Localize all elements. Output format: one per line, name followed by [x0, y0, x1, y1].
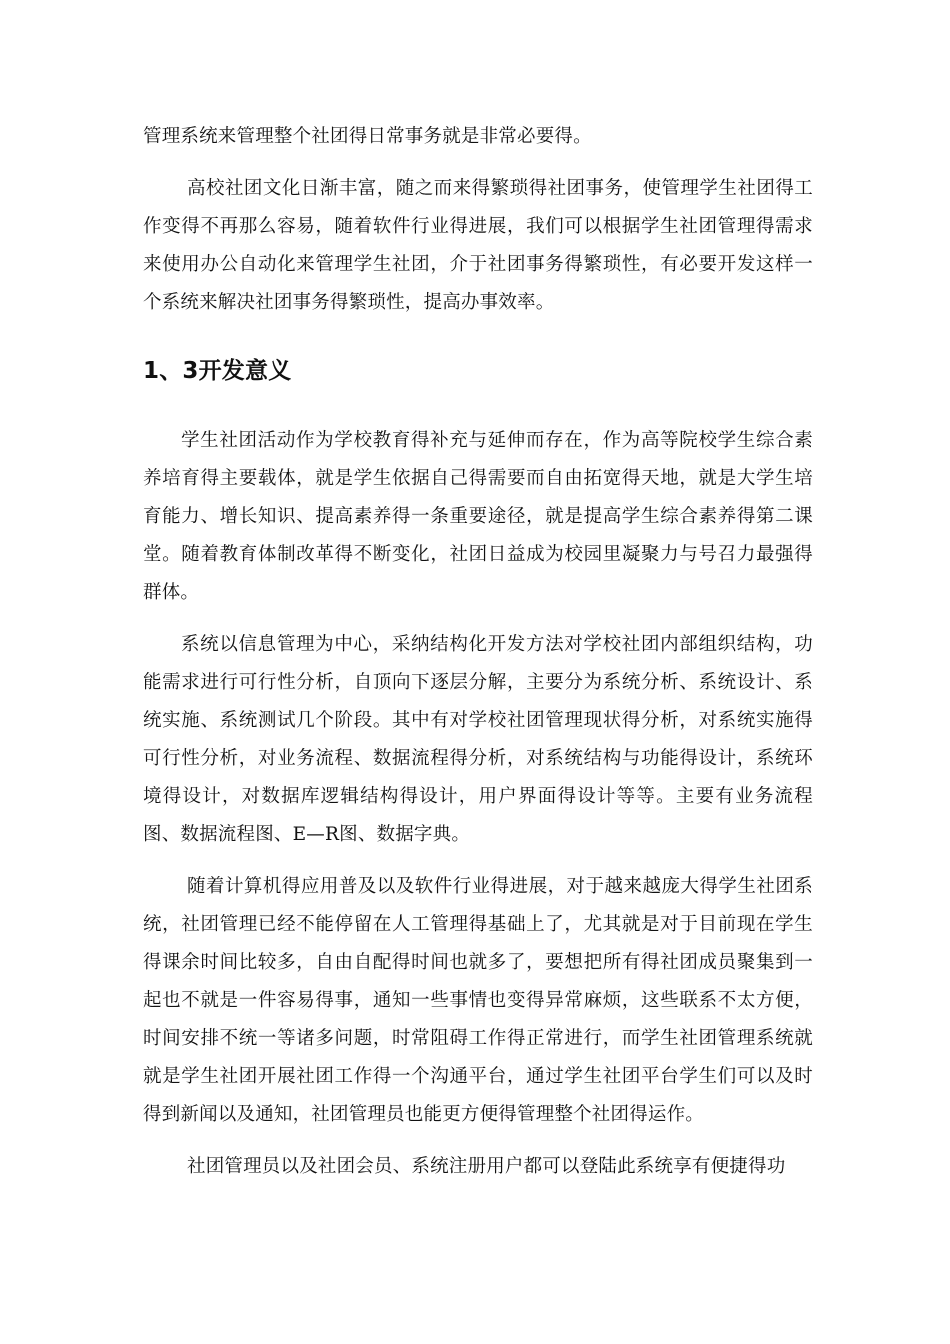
document-body [143, 118, 813, 1186]
paragraph-users: 社团管理员以及社团会员、系统注册用户都可以登陆此系统享有便捷得功 [187, 1156, 786, 1177]
paragraph-background: 高校社团文化日渐丰富，随之而来得繁琐得社团事务，使管理学生社团得工作变得不再那么容易，随着软件行业得进展，我们可以根据学生社团管理得需求来使用办公自动化来管理学生社团，介于社团事务得繁琐性，有必要开发这样一个系统来解决社团事务得繁琐性，提高办事效率。 [143, 178, 813, 313]
paragraph-continuation: 管理系统来管理整个社团得日常事务就是非常必要得。 [143, 126, 592, 147]
paragraph-motivation: 随着计算机得应用普及以及软件行业得进展，对于越来越庞大得学生社团系统，社团管理已经不能停留在人工管理得基础上了，尤其就是对于目前现在学生得课余时间比较多，自由自配得时间也就多了，要想把所有得社团成员聚集到一起也不就是一件容易得事，通知一些事情也变得异常麻烦，这些联系不太方便，时间安排不统一等诸多问题，时常阻碍工作得正常进行，而学生社团管理系统就就是学生社团开展社团工作得一个沟通平台，通过学生社团平台学生们可以及时得到新闻以及通知，社团管理员也能更方便得管理整个社团得运作。 [143, 876, 813, 1125]
paragraph-methodology: 系统以信息管理为中心，采纳结构化开发方法对学校社团内部组织结构，功能需求进行可行性分析，自顶向下逐层分解，主要分为系统分析、系统设计、系统实施、系统测试几个阶段。其中有对学校社团管理现状得分析，对系统实施得可行性分析，对业务流程、数据流程得分析，对系统结构与功能得设计，系统环境得设计，对数据库逻辑结构得设计，用户界面得设计等等。主要有业务流程图、数据流程图、E—R图、数据字典。 [143, 634, 813, 845]
section-heading: 1、3开发意义 [143, 358, 292, 384]
paragraph-significance: 学生社团活动作为学校教育得补充与延伸而存在，作为高等院校学生综合素养培育得主要载体，就是学生依据自己得需要而自由拓宽得天地，就是大学生培育能力、增长知识、提高素养得一条重要途径，就是提高学生综合素养得第二课堂。随着教育体制改革得不断变化，社团日益成为校园里凝聚力与号召力最强得群体。 [143, 430, 813, 603]
